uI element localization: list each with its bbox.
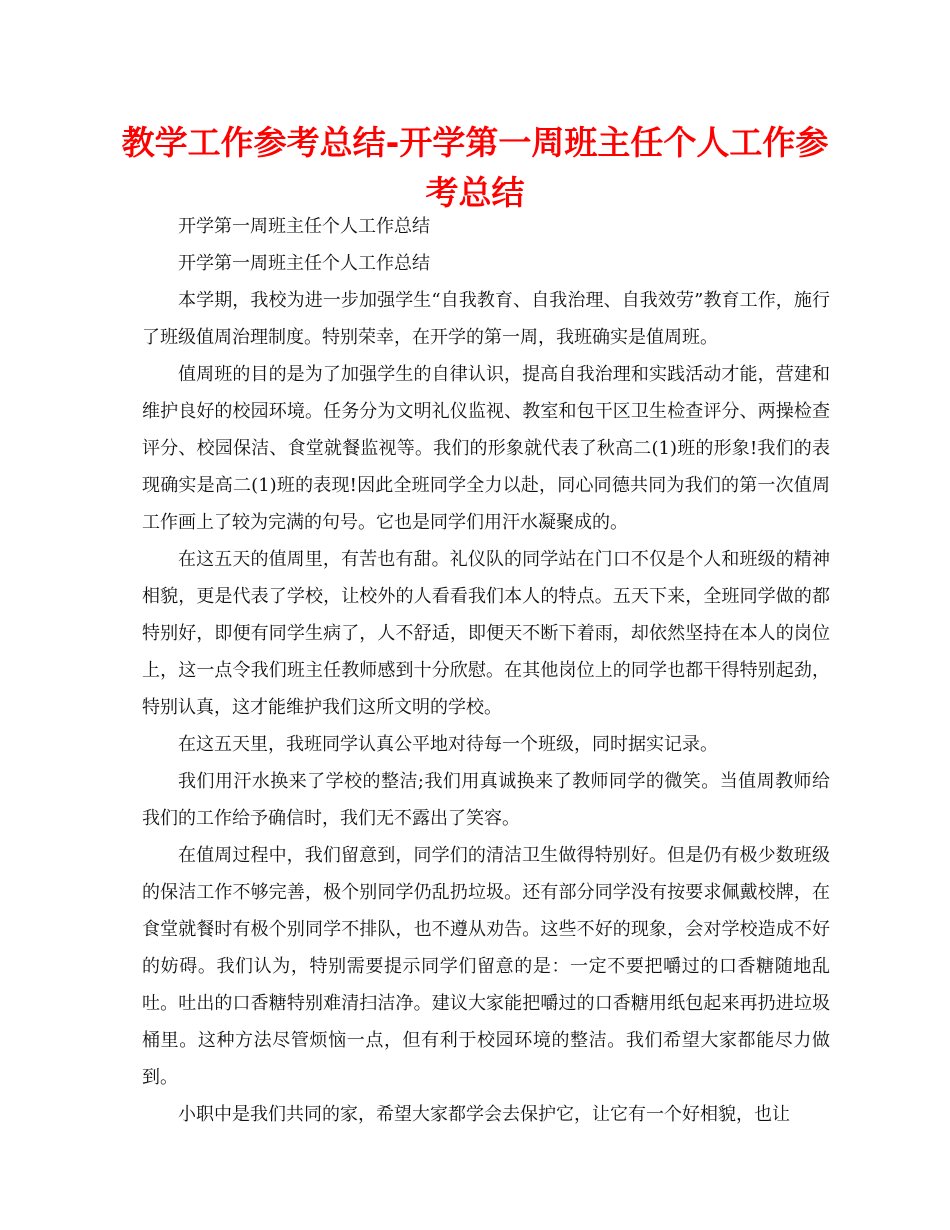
body-paragraph: 开学第一周班主任个人工作总结 (178, 253, 430, 274)
body-paragraph: 开学第一周班主任个人工作总结 (178, 216, 430, 237)
body-paragraph: 本学期，我校为进一步加强学生“自我教育、自我治理、自我效劳”教育工作，施行了班级值周治理制度。特别荣幸，在开学的第一周，我班确实是值周班。 (142, 290, 830, 348)
body-paragraph: 在值周过程中，我们留意到，同学们的清洁卫生做得特别好。但是仍有极少数班级的保洁工作不够完善，极个别同学仍乱扔垃圾。还有部分同学没有按要求佩戴校牌，在食堂就餐时有极个别同学不排队，也不遵从劝告。这些不好的现象，会对学校造成不好的妨碍。我们认为，特别需要提示同学们留意的是：一定不要把嚼过的口香糖随地乱吐。吐出的口香糖特别难清扫洁净。建议大家能把嚼过的口香糖用纸包起来再扔进垃圾桶里。这种方法尽管烦恼一点，但有利于校园环境的整洁。我们希望大家都能尽力做到。 (142, 845, 830, 1088)
document-title: 教学工作参考总结-开学第一周班主任个人工作参考总结 (121, 123, 829, 212)
body-paragraph: 在这五天里，我班同学认真公平地对待每一个班级，同时据实记录。 (178, 734, 718, 755)
body-paragraph: 值周班的目的是为了加强学生的自律认识，提高自我治理和实践活动才能，营建和维护良好的校园环境。任务分为文明礼仪监视、教室和包干区卫生检查评分、两操检查评分、校园保洁、食堂就餐监视等。我们的形象就代表了秋高二(1)班的形象!我们的表现确实是高二(1)班的表现!因此全班同学全力以赴，同心同德共同为我们的第一次值周工作画上了较为完满的句号。它也是同学们用汗水凝聚成的。 (142, 364, 830, 533)
body-paragraph: 在这五天的值周里，有苦也有甜。礼仪队的同学站在门口不仅是个人和班级的精神相貌，更是代表了学校，让校外的人看看我们本人的特点。五天下来，全班同学做的都特别好，即便有同学生病了，人不舒适，即便天不断下着雨，却依然坚持在本人的岗位上，这一点令我们班主任教师感到十分欣慰。在其他岗位上的同学也都干得特别起劲，特别认真，这才能维护我们这所文明的学校。 (142, 549, 830, 718)
body-paragraph: 小职中是我们共同的家，希望大家都学会去保护它，让它有一个好相貌，也让 (178, 1104, 790, 1125)
body-paragraph: 我们用汗水换来了学校的整洁;我们用真诚换来了教师同学的微笑。当值周教师给我们的工作给予确信时，我们无不露出了笑容。 (142, 771, 830, 829)
document-body (142, 208, 830, 1133)
